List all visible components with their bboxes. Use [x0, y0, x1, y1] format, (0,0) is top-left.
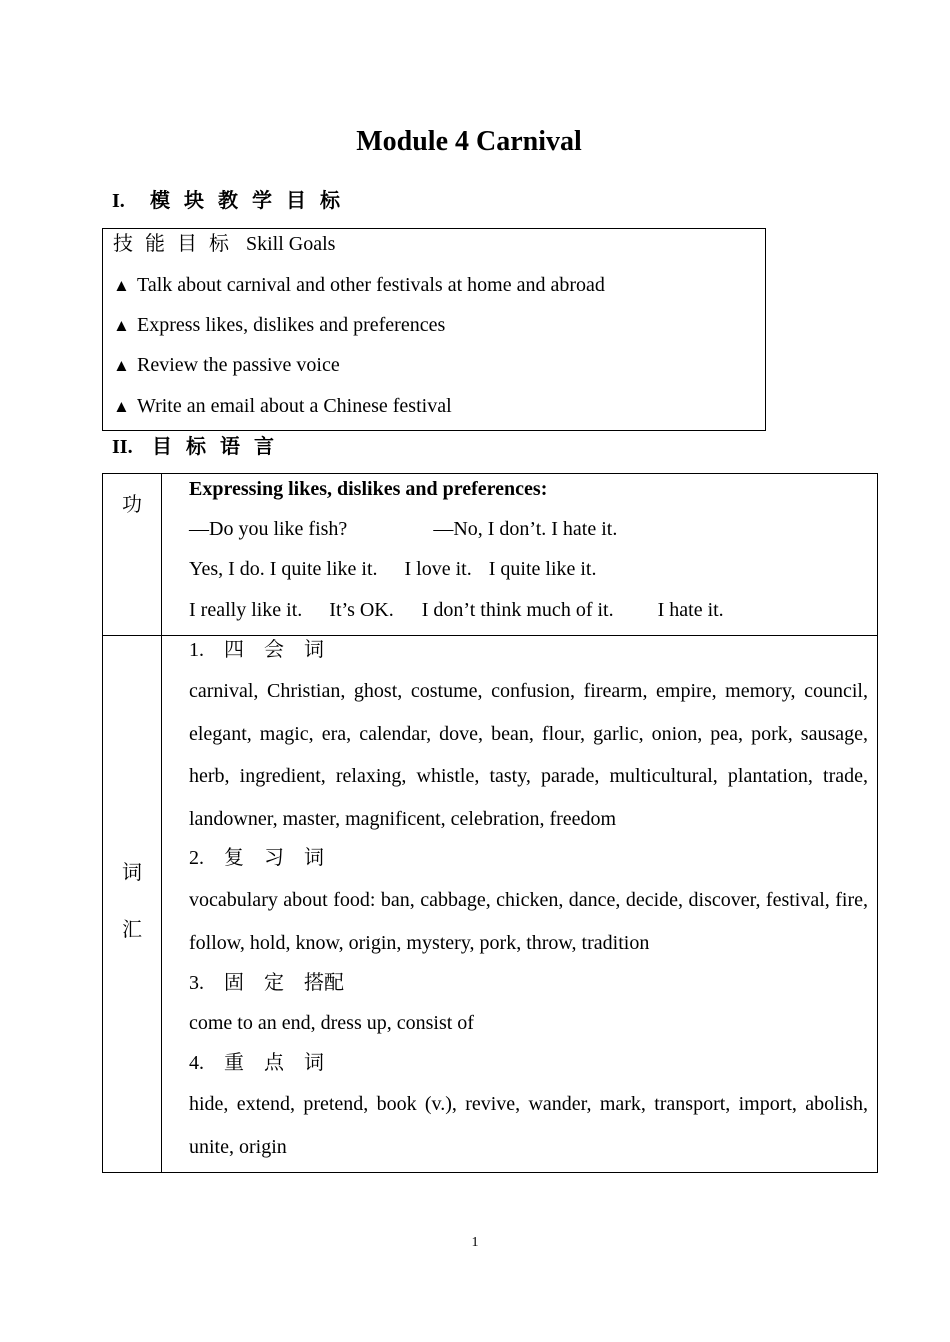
- skill-goal-item: [113, 351, 340, 380]
- section-number: I.: [112, 190, 125, 212]
- triangle-bullet-icon: ▲: [113, 276, 130, 295]
- section-title: 目标语言: [152, 436, 288, 458]
- column-divider: [161, 474, 162, 1172]
- function-line-1: —Do you like fish? —No, I don’t. I hate it.: [189, 518, 618, 540]
- target-language-table: [102, 473, 878, 1173]
- triangle-bullet-icon: ▲: [113, 316, 130, 335]
- skill-goal-text: Write an email about a Chinese festival: [137, 395, 452, 417]
- triangle-bullet-icon: ▲: [113, 356, 130, 375]
- function-label: 功: [122, 494, 142, 516]
- function-heading: Expressing likes, dislikes and preferences:: [189, 478, 548, 500]
- function-line-2: Yes, I do. I quite like it. I love it. I quite like it.: [189, 558, 597, 580]
- skill-goals-label: [113, 230, 335, 258]
- page-title: Module 4 Carnival: [356, 126, 582, 157]
- skill-goals-label-cn: 技能目标: [113, 233, 241, 255]
- page-number: 1: [471, 1235, 479, 1250]
- skill-goal-text: Talk about carnival and other festivals at home and abroad: [137, 274, 605, 296]
- skill-goals-box: [102, 228, 766, 431]
- skill-goal-item: [113, 311, 445, 340]
- vocab-group-text: hide, extend, pretend, book (v.), revive, wander, mark, transport, import, abolish, unite, origin: [189, 1093, 868, 1158]
- vocab-group-heading: 1. 四 会 词: [189, 639, 324, 661]
- vocabulary-label-bottom: 汇: [122, 919, 142, 941]
- skill-goal-text: Review the passive voice: [137, 354, 340, 376]
- skill-goal-item: [113, 271, 605, 300]
- section-heading-1: [112, 187, 354, 215]
- triangle-bullet-icon: ▲: [113, 397, 130, 416]
- vocab-group-text: carnival, Christian, ghost, costume, confusion, firearm, empire, memory, council, elegant, magic, era, calendar, dove, bean, flour, garlic, onion, pea, pork, sausage, herb, ingredient, relaxing, whistle, tasty, parade, multicultural, plantation, trade, landowner, master, magnificent, celebration, freedom: [189, 680, 868, 830]
- section-title: 模块教学目标: [150, 190, 354, 212]
- vocab-group-heading: 4. 重 点 词: [189, 1052, 324, 1074]
- skill-goal-text: Express likes, dislikes and preferences: [137, 314, 446, 336]
- skill-goals-label-en: Skill Goals: [246, 233, 336, 255]
- skill-goal-item: [113, 392, 452, 421]
- vocab-group-text: come to an end, dress up, consist of: [189, 1012, 474, 1034]
- section-number: II.: [112, 436, 133, 458]
- vocab-group-text: vocabulary about food: ban, cabbage, chicken, dance, decide, discover, festival, fire, follow, hold, know, origin, mystery, pork, throw, tradition: [189, 889, 868, 954]
- vocabulary-label-top: 词: [122, 862, 142, 884]
- vocab-group-heading: 2. 复 习 词: [189, 847, 324, 869]
- section-heading-2: [112, 433, 288, 461]
- vocab-group-heading: 3. 固 定 搭配: [189, 972, 344, 994]
- function-line-3: I really like it. It’s OK. I don’t think much of it. I hate it.: [189, 599, 724, 621]
